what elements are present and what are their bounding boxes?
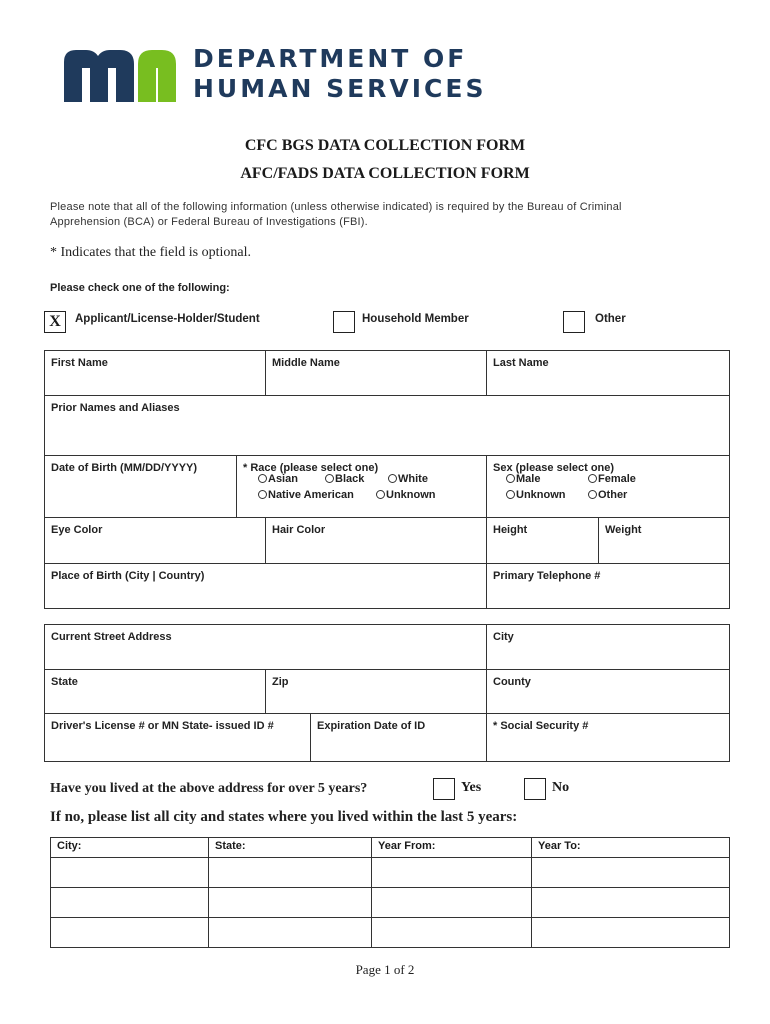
eye-color-label: Eye Color <box>51 524 103 536</box>
label-yes: Yes <box>461 780 482 795</box>
residence-question: Have you lived at the above address for over 5 years? <box>50 781 368 796</box>
radio-sex-other[interactable]: Other <box>588 489 627 501</box>
race-field <box>236 455 487 518</box>
dob-label: Date of Birth (MM/DD/YYYY) <box>51 462 198 474</box>
primary-phone-field[interactable] <box>486 563 730 609</box>
last-name-field[interactable] <box>486 350 730 396</box>
optional-note: * Indicates that the field is optional. <box>50 245 252 260</box>
department-name <box>193 44 487 104</box>
prior-names-label: Prior Names and Aliases <box>51 402 180 414</box>
page-number: Page 1 of 2 <box>355 962 415 977</box>
previous-addresses-table <box>50 837 730 948</box>
cell-city[interactable] <box>51 888 209 918</box>
radio-female[interactable]: Female <box>588 473 636 485</box>
radio-native-american[interactable]: Native American <box>258 489 354 501</box>
previous-addresses-instruction: If no, please list all city and states where you lived within the last 5 years: <box>50 809 518 825</box>
checkbox-yes[interactable] <box>433 778 455 800</box>
label-no: No <box>552 780 570 795</box>
cell-year-from[interactable] <box>372 888 532 918</box>
table-row <box>51 918 730 948</box>
height-field[interactable] <box>486 517 599 564</box>
first-name-field[interactable] <box>44 350 266 396</box>
street-address-label: Current Street Address <box>51 631 172 643</box>
city-field[interactable] <box>486 624 730 670</box>
place-of-birth-field[interactable] <box>44 563 487 609</box>
middle-name-label: Middle Name <box>272 357 340 369</box>
col-year-from: Year From: <box>372 838 532 858</box>
col-city: City: <box>51 838 209 858</box>
drivers-license-label: Driver's License # or MN State- issued ID # <box>51 720 274 732</box>
cell-state[interactable] <box>209 888 372 918</box>
last-name-label: Last Name <box>493 357 549 369</box>
drivers-license-field[interactable] <box>44 713 311 762</box>
sex-label: Sex (please select one) <box>493 462 615 474</box>
ssn-field[interactable] <box>486 713 730 762</box>
zip-field[interactable] <box>265 669 487 714</box>
cell-year-from[interactable] <box>372 858 532 888</box>
check-one-instruction: Please check one of the following: <box>50 282 230 294</box>
state-field[interactable] <box>44 669 266 714</box>
county-field[interactable] <box>486 669 730 714</box>
cell-year-to[interactable] <box>532 858 730 888</box>
expiration-date-field[interactable] <box>310 713 487 762</box>
middle-name-field[interactable] <box>265 350 487 396</box>
table-row <box>51 858 730 888</box>
street-address-field[interactable] <box>44 624 487 670</box>
sex-field <box>486 455 730 518</box>
cell-state[interactable] <box>209 858 372 888</box>
cell-state[interactable] <box>209 918 372 948</box>
dob-field[interactable] <box>44 455 237 518</box>
weight-label: Weight <box>605 524 642 536</box>
table-header-row <box>51 838 730 858</box>
checkbox-no[interactable] <box>524 778 546 800</box>
logo-line1: DEPARTMENT OF <box>193 44 468 73</box>
prior-names-field[interactable] <box>44 395 730 456</box>
cell-year-to[interactable] <box>532 888 730 918</box>
primary-phone-label: Primary Telephone # <box>493 570 601 582</box>
ssn-label: * Social Security # <box>493 720 589 732</box>
cell-city[interactable] <box>51 858 209 888</box>
cell-city[interactable] <box>51 918 209 948</box>
radio-male[interactable]: Male <box>506 473 540 485</box>
state-label: State <box>51 676 78 688</box>
radio-race-unknown[interactable]: Unknown <box>376 489 436 501</box>
cell-year-from[interactable] <box>372 918 532 948</box>
table-row <box>51 888 730 918</box>
radio-black[interactable]: Black <box>325 473 364 485</box>
col-year-to: Year To: <box>532 838 730 858</box>
label-household-member: Household Member <box>362 313 469 325</box>
form-title-2: AFC/FADS DATA COLLECTION FORM <box>240 165 530 182</box>
label-other: Other <box>595 313 626 325</box>
expiration-date-label: Expiration Date of ID <box>317 720 426 732</box>
weight-field[interactable] <box>598 517 730 564</box>
height-label: Height <box>493 524 528 536</box>
requirement-note: Please note that all of the following information (unless otherwise indicated) is required by the Bureau of Criminal Apprehension (BCA) or Federal Bureau of Investigations (FBI). <box>50 201 622 228</box>
city-label: City <box>493 631 514 643</box>
radio-white[interactable]: White <box>388 473 428 485</box>
cell-year-to[interactable] <box>532 918 730 948</box>
checkbox-applicant[interactable]: X <box>44 311 66 333</box>
hair-color-field[interactable] <box>265 517 487 564</box>
radio-asian[interactable]: Asian <box>258 473 298 485</box>
place-of-birth-label: Place of Birth (City | Country) <box>51 570 205 582</box>
label-applicant: Applicant/License-Holder/Student <box>75 313 260 325</box>
county-label: County <box>493 676 531 688</box>
form-title-1: CFC BGS DATA COLLECTION FORM <box>244 137 526 154</box>
checkbox-household-member[interactable] <box>333 311 355 333</box>
logo-line2: HUMAN SERVICES <box>193 74 487 103</box>
checkbox-other[interactable] <box>563 311 585 333</box>
race-label: * Race (please select one) <box>243 462 379 474</box>
first-name-label: First Name <box>51 357 108 369</box>
col-state: State: <box>209 838 372 858</box>
eye-color-field[interactable] <box>44 517 266 564</box>
zip-label: Zip <box>272 676 289 688</box>
hair-color-label: Hair Color <box>272 524 326 536</box>
radio-sex-unknown[interactable]: Unknown <box>506 489 566 501</box>
